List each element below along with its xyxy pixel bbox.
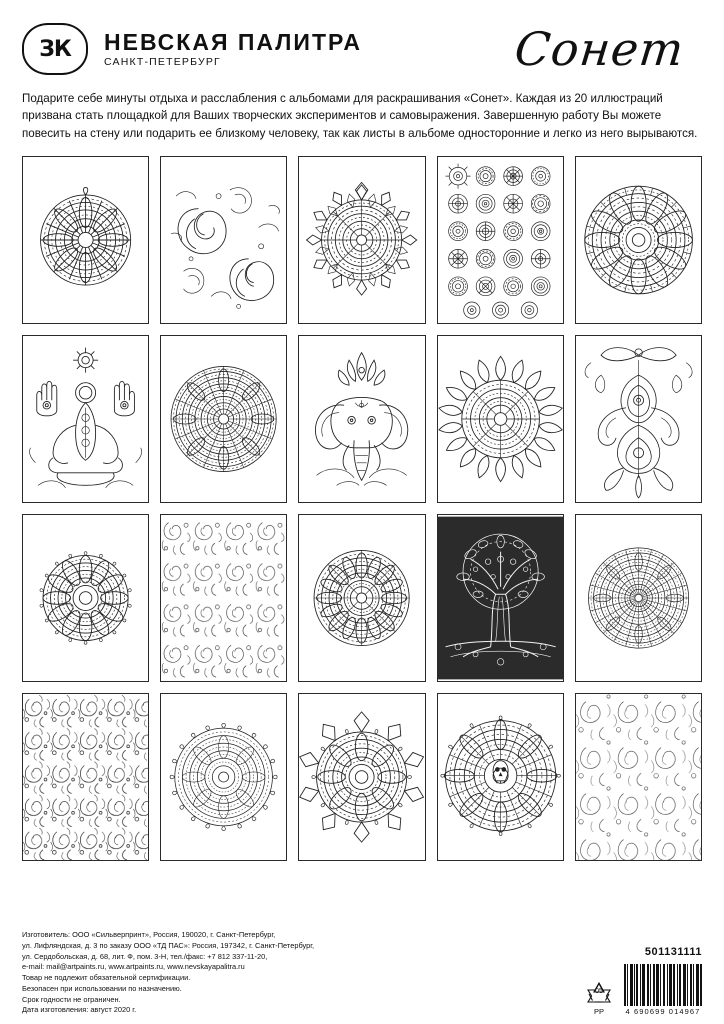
thumbnail-mandala-sunburst xyxy=(437,335,564,503)
code-row xyxy=(584,964,702,1016)
thumbnail-paisley-allover-pattern xyxy=(160,514,287,682)
thumbnail-mandala-fine-lace xyxy=(575,514,702,682)
codes-block xyxy=(584,946,702,1016)
recycle-label: PP xyxy=(593,1007,604,1016)
series-name: Сонет xyxy=(512,22,687,76)
article-number: 501131111 xyxy=(644,946,702,958)
thumbnail-mandala-large-bloom xyxy=(575,156,702,324)
thumbnail-mandala-skull-ornament xyxy=(437,693,564,861)
brand-block xyxy=(22,23,362,75)
legal-line-contacts: e-mail: mail@artpaints.ru, www.artpaints.ru, www.nevskayapalitra.ru xyxy=(22,962,245,972)
recycle-block xyxy=(584,980,614,1016)
legal-line-production-date: Дата изготовления: август 2020 г. xyxy=(22,1005,137,1015)
brand-title: НЕВСКАЯ ПАЛИТРА xyxy=(104,28,362,55)
thumbnail-paisley-field-pattern xyxy=(22,693,149,861)
thumbnail-mandala-icon-grid xyxy=(437,156,564,324)
thumbnail-mandala-star-points xyxy=(298,156,425,324)
thumbnail-mandala-floral-lotus xyxy=(22,156,149,324)
barcode-icon xyxy=(624,964,702,1016)
thumbnail-mandala-dense-rosette xyxy=(160,335,287,503)
thumbnail-mandala-round-flower xyxy=(22,514,149,682)
zk-oval-logo-icon xyxy=(22,23,88,75)
brand-names xyxy=(100,30,362,68)
thumbnail-yoga-figure-hamsa xyxy=(22,335,149,503)
thumbnail-mandala-petal-ring xyxy=(298,514,425,682)
legal-text-block xyxy=(22,930,314,1016)
legal-line: Безопасен при использовании по назначению. xyxy=(22,983,182,993)
legal-line: Товар не подлежит обязательной сертификации. xyxy=(22,973,191,983)
thumbnail-paisley-light-pattern xyxy=(575,693,702,861)
illustration-gallery xyxy=(22,156,702,861)
legal-line: Срок годности не ограничен. xyxy=(22,994,121,1004)
thumbnail-symmetric-floral-panel xyxy=(575,335,702,503)
thumbnail-mandala-scalloped-star xyxy=(298,693,425,861)
brand-subtitle: САНКТ-ПЕТЕРБУРГ xyxy=(104,56,221,69)
legal-line: ул. Лифляндская, д. 3 по заказу ООО «ТД ПАС»: Россия, 197342, г. Санкт-Петербург, xyxy=(22,940,315,950)
thumbnail-mandala-lace-doily xyxy=(160,693,287,861)
recycle-code: 05 xyxy=(595,988,603,995)
legal-line: Изготовитель: ООО «Сильверпринт», Россия, 190020, г. Санкт-Петербург, xyxy=(22,930,276,940)
logo-text: ЗК xyxy=(39,36,71,62)
thumbnail-tree-of-life xyxy=(437,514,564,682)
header xyxy=(22,18,702,80)
intro-paragraph: Подарите себе минуты отдыха и расслабления с альбомами для раскрашивания «Сонет». Каждая из 20 иллюстраций призвана стать площадкой для Ваших творческих экспериментов и самовыражения. Завершенную работу Вы можете повесить на стену или подарить ее близкому человеку, так как листы в альбоме односторонние и легко из него вырываются. xyxy=(22,92,698,140)
recycle-triangle-icon xyxy=(584,980,614,1006)
footer xyxy=(22,930,702,1016)
barcode-number: 4 690699 014967 xyxy=(625,1007,701,1016)
thumbnail-elephant-head-ornament xyxy=(298,335,425,503)
legal-line: ул. Сердобольская, д. 68, лит. Ф, пом. 3-Н, тел./факс: +7 812 337-11-20, xyxy=(22,951,268,961)
thumbnail-paisley-ornament-pair xyxy=(160,156,287,324)
barcode-bars xyxy=(624,964,702,1006)
